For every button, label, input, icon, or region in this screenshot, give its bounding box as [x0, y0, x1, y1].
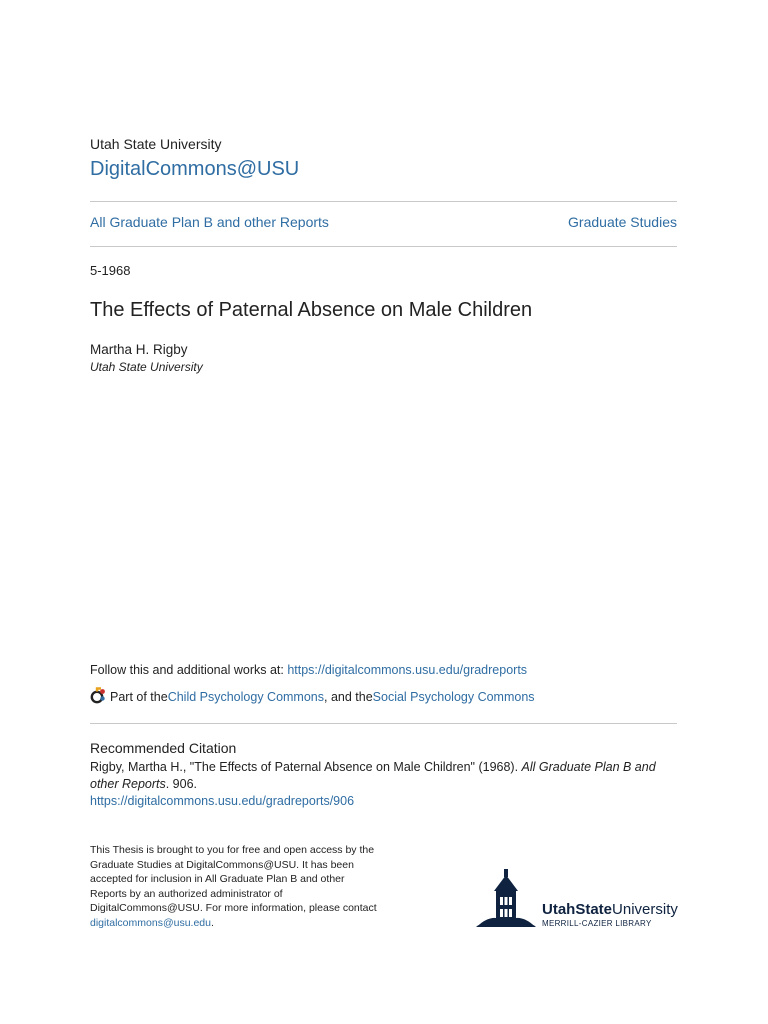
old-main-tower-icon — [474, 867, 538, 934]
gradreports-link[interactable]: https://digitalcommons.usu.edu/gradreports — [287, 663, 528, 677]
citation-series: All Graduate Plan B and other Reports — [90, 760, 656, 791]
publication-date: 5-1968 — [90, 263, 131, 278]
citation-number: . 906. — [165, 777, 198, 791]
author-affiliation: Utah State University — [90, 360, 203, 374]
follow-line — [90, 663, 527, 677]
logo-wordmark: UtahStateUniversity — [542, 901, 678, 918]
logo-subtitle: MERRILL-CAZIER LIBRARY — [542, 919, 652, 928]
repository-link[interactable]: DigitalCommons@USU — [90, 158, 300, 180]
collection-link[interactable]: All Graduate Plan B and other Reports — [90, 214, 329, 230]
citation-text — [90, 759, 670, 793]
part-of-middle: , and the — [324, 690, 373, 704]
notice-end: . — [210, 916, 214, 929]
child-psychology-commons-link[interactable]: Child Psychology Commons — [167, 690, 324, 704]
contact-email-link[interactable]: digitalcommons@usu.edu — [90, 916, 211, 929]
author-name: Martha H. Rigby — [90, 342, 188, 357]
divider-citation — [90, 723, 677, 724]
open-access-icon — [90, 687, 110, 707]
divider-top — [90, 201, 677, 202]
social-psychology-commons-link[interactable]: Social Psychology Commons — [372, 690, 535, 704]
divider-breadcrumb — [90, 246, 677, 247]
part-of-prefix: Part of the — [110, 690, 168, 704]
notice-text: This Thesis is brought to you for free and open access by the Graduate Studies at DigitalCommons@USU. It has been accepted for inclusion in All Graduate Plan B and other Reports by an authorized administrator of DigitalCommons@USU. For more information, please contact — [90, 844, 377, 915]
usu-library-logo — [474, 868, 684, 934]
citation-heading: Recommended Citation — [90, 740, 237, 756]
citation-body: Rigby, Martha H., "The Effects of Paternal Absence on Male Children" (1968). — [90, 760, 522, 774]
part-of-line — [90, 687, 535, 707]
graduate-studies-link[interactable]: Graduate Studies — [568, 214, 677, 230]
access-notice — [90, 843, 380, 931]
paper-title: The Effects of Paternal Absence on Male Children — [90, 299, 533, 321]
citation-url-link[interactable]: https://digitalcommons.usu.edu/gradreports/906 — [90, 794, 355, 808]
follow-prefix: Follow this and additional works at: — [90, 663, 288, 677]
institution-name: Utah State University — [90, 136, 222, 152]
